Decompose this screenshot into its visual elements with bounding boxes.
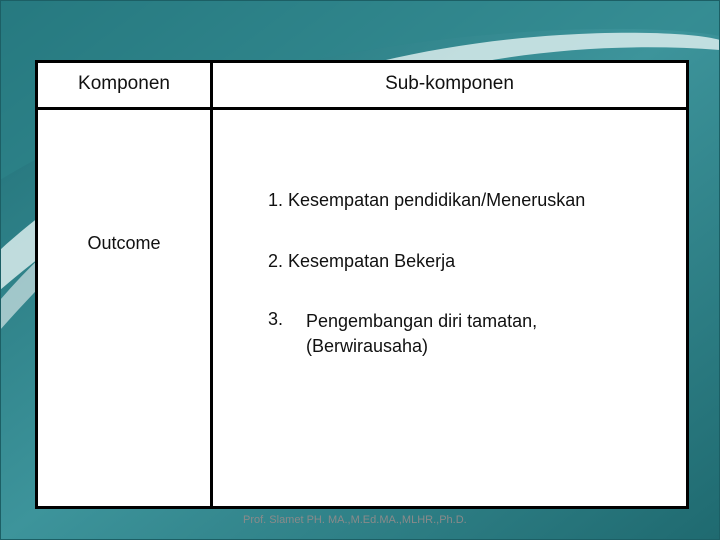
list-item-number: 1.	[268, 190, 284, 210]
header-sub-komponen: Sub-komponen	[385, 73, 514, 94]
footer-author: Prof. Slamet PH. MA.,M.Ed.MA.,MLHR.,Ph.D.	[243, 514, 467, 526]
column-divider	[210, 63, 213, 506]
list-item-text-line1: Pengembangan diri tamatan,	[306, 311, 538, 331]
list-item	[268, 251, 455, 272]
list-item-text-line2: (Berwirausaha)	[306, 336, 429, 356]
list-item	[268, 190, 585, 211]
header-divider	[38, 107, 686, 110]
header-komponen: Komponen	[78, 73, 170, 94]
list-item-text: Kesempatan Bekerja	[288, 251, 456, 271]
list-item-number: 3.	[268, 309, 284, 329]
list-item	[268, 309, 537, 359]
list-item-number: 2.	[268, 251, 284, 271]
component-table	[35, 60, 689, 509]
row-label-outcome: Outcome	[87, 233, 161, 253]
list-item-text: Kesempatan pendidikan/Meneruskan	[288, 190, 586, 210]
